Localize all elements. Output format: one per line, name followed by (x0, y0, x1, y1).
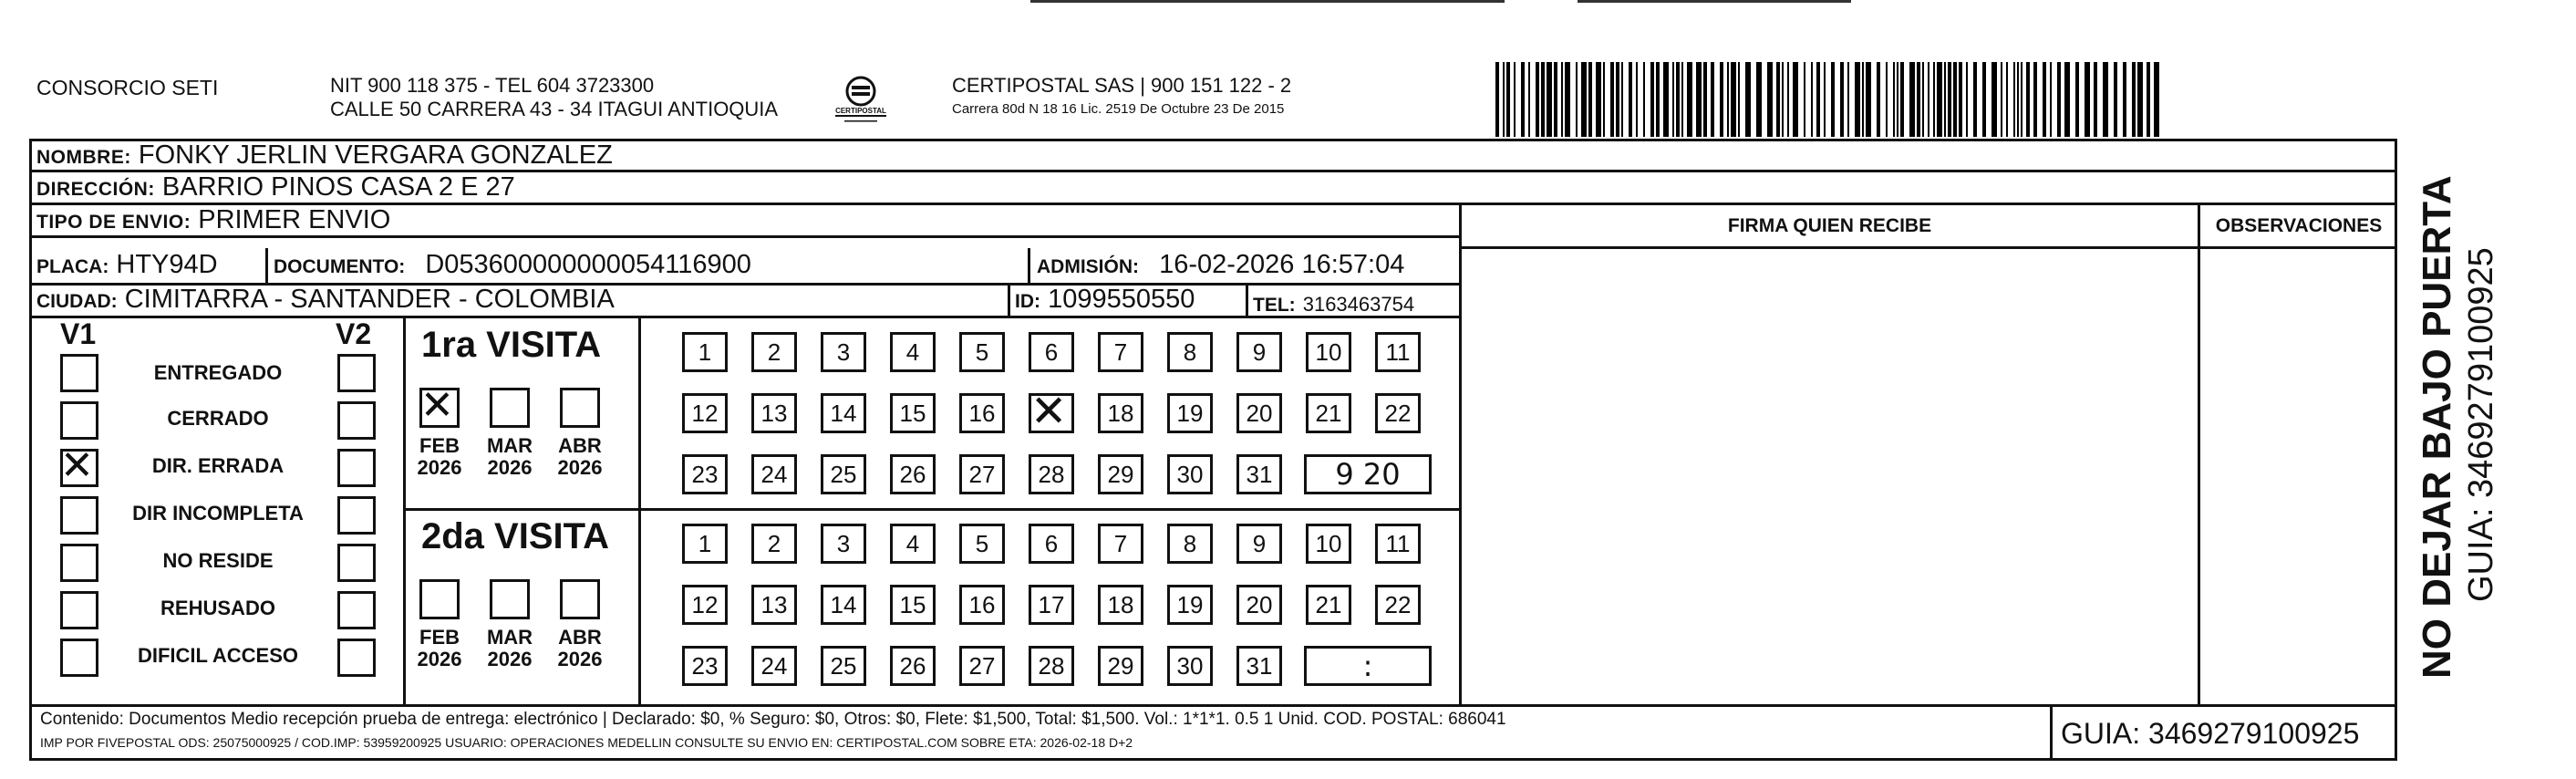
col-admision-sep (1028, 248, 1030, 283)
day-box[interactable]: 13 (751, 585, 797, 625)
day-box[interactable]: 28 (1029, 454, 1074, 494)
status-label: REHUSADO (160, 597, 275, 619)
v2-checkbox[interactable] (337, 496, 376, 535)
day-box[interactable]: 26 (890, 454, 936, 494)
v1-checkbox[interactable] (60, 354, 98, 392)
tipo-label: TIPO DE ENVIO: (36, 212, 191, 233)
barcode-bar (1696, 62, 1702, 137)
x-mark: ✕ (1030, 386, 1068, 437)
logo-text: CERTIPOSTAL (835, 107, 886, 115)
barcode-bar (1855, 62, 1860, 137)
day-box[interactable]: 15 (890, 393, 936, 433)
footer-imp: IMP POR FIVEPOSTAL ODS: 25075000925 / COD.IMP: 53959200925 USUARIO: OPERACIONES MEDELLIN CONSULTE SU ENVIO EN: CERTIPOSTAL.COM SOBRE ETA: 2026-02-18 D+2 (40, 735, 1133, 750)
day-box[interactable]: 13 (751, 393, 797, 433)
col-id-sep (1008, 283, 1010, 316)
day-box[interactable]: 25 (821, 454, 866, 494)
day-box[interactable]: 2 (751, 332, 797, 372)
day-box[interactable]: 23 (682, 646, 728, 686)
year-label: 2026 (417, 648, 462, 670)
barcode-bar (1782, 62, 1784, 137)
day-box[interactable]: 22 (1375, 585, 1421, 625)
barcode-bar (1847, 62, 1849, 137)
barcode-bar (1897, 62, 1898, 137)
id-field (1015, 285, 1195, 317)
barcode-bar (1816, 62, 1820, 137)
v2-checkbox[interactable] (337, 401, 376, 440)
barcode-bar (1596, 62, 1601, 137)
month-checkbox[interactable] (490, 388, 530, 428)
barcode-bar (1495, 62, 1499, 137)
barcode-bar (1944, 62, 1946, 137)
barcode-bar (1503, 62, 1505, 137)
day-box[interactable]: 16 (959, 393, 1005, 433)
top-rule-right (1578, 0, 1851, 3)
barcode-bar (1616, 62, 1619, 137)
v2-header: V2 (336, 317, 372, 350)
rule-3b (1461, 246, 2397, 249)
day-box[interactable]: 12 (682, 585, 728, 625)
day-box[interactable]: 28 (1029, 646, 1074, 686)
v1-checkbox[interactable] (60, 639, 98, 677)
v1-checkbox[interactable] (60, 496, 98, 535)
time-box[interactable]: 9 20 (1304, 454, 1432, 494)
day-box[interactable]: 14 (821, 393, 866, 433)
day-box[interactable]: 4 (890, 524, 936, 564)
month-label: ABR (558, 626, 602, 649)
month-label: FEB (419, 434, 460, 457)
barcode-bar (1909, 62, 1915, 137)
day-box[interactable]: 1 (682, 524, 728, 564)
footer-contenido: Contenido: Documentos Medio recepción prueba de entrega: electrónico | Declarado: $0, % Seguro: $0, Otros: $0, Flete: $1,500, Total: $1,500. Vol.: 1*1*1. 0.5 1 Unid. COD. POSTAL: 686041 (40, 710, 1506, 729)
barcode-bar (1776, 62, 1780, 137)
placa-label: PLACA: (36, 256, 109, 277)
firma-header: FIRMA QUIEN RECIBE (1727, 215, 1932, 236)
day-box[interactable]: 12 (682, 393, 728, 433)
month-label: MAR (486, 434, 533, 457)
barcode-bar (2075, 62, 2079, 137)
tipo-value: PRIMER ENVIO (198, 205, 391, 234)
day-box[interactable]: 21 (1306, 393, 1351, 433)
day-box[interactable]: 30 (1167, 454, 1213, 494)
barcode-bar (2013, 62, 2015, 137)
barcode-bar (1953, 62, 1957, 137)
barcode-bar (1727, 62, 1729, 137)
day-box[interactable]: 18 (1098, 393, 1143, 433)
barcode-bar (1933, 62, 1935, 137)
top-rule-left (1030, 0, 1505, 3)
month-checkbox[interactable] (560, 388, 600, 428)
col-visit-months-right (638, 316, 641, 704)
day-box[interactable]: 11 (1375, 524, 1421, 564)
barcode-bar (1738, 62, 1740, 137)
day-box[interactable]: 7 (1098, 524, 1143, 564)
barcode-bar (2114, 62, 2117, 137)
visit2-title: 2da VISITA (421, 516, 609, 556)
barcode-bar (1621, 62, 1623, 137)
barcode-bar (1581, 62, 1587, 137)
day-box[interactable]: 9 (1236, 332, 1282, 372)
barcode-bar (2021, 62, 2023, 137)
month-checkbox[interactable] (419, 579, 460, 619)
barcode-bar (1672, 62, 1674, 137)
barcode-bar (1636, 62, 1638, 137)
barcode-bar (1756, 62, 1762, 137)
barcode-bar (2006, 62, 2008, 137)
barcode-bar (1991, 62, 1997, 137)
day-box[interactable]: 3 (821, 524, 866, 564)
day-box[interactable]: 20 (1236, 393, 1282, 433)
day-box[interactable]: 24 (751, 454, 797, 494)
ciudad-field (36, 285, 615, 317)
col-guia-left (2050, 704, 2053, 761)
v2-checkbox[interactable] (337, 591, 376, 629)
barcode-bar (1840, 62, 1844, 137)
barcode-bar (1866, 62, 1871, 137)
day-box[interactable]: 5 (959, 332, 1005, 372)
carrier-line: CERTIPOSTAL SAS | 900 151 122 - 2 (952, 74, 1292, 97)
day-box[interactable]: 27 (959, 646, 1005, 686)
day-box[interactable]: 3 (821, 332, 866, 372)
month-label: FEB (419, 626, 460, 649)
rule-visits (403, 508, 1461, 511)
barcode-bar (1804, 62, 1805, 137)
barcode-bar (1541, 62, 1545, 137)
month-checkbox[interactable] (490, 579, 530, 619)
footer-guia: GUIA: 3469279100925 (2061, 717, 2360, 750)
direccion-label: DIRECCIÓN: (36, 179, 155, 200)
barcode-bar (1811, 62, 1813, 137)
barcode-bar (2085, 62, 2090, 137)
barcode-bar (2137, 62, 2143, 137)
barcode-bar (2043, 62, 2046, 137)
day-box[interactable]: 6 (1029, 332, 1074, 372)
barcode (1495, 62, 2166, 137)
barcode-bar (2132, 62, 2136, 137)
day-box[interactable]: 25 (821, 646, 866, 686)
address-line: CALLE 50 CARRERA 43 - 34 ITAGUI ANTIOQUIA (330, 98, 779, 120)
day-box[interactable]: 17 (1029, 585, 1074, 625)
status-label: DIFICIL ACCESO (137, 644, 298, 667)
barcode-bar (1767, 62, 1773, 137)
barcode-bar (1687, 62, 1692, 137)
id-value: 1099550550 (1048, 285, 1195, 314)
day-box[interactable]: 26 (890, 646, 936, 686)
col-placa-sep (265, 248, 268, 283)
certipostal-logo (832, 71, 890, 126)
month-label: ABR (558, 434, 602, 457)
day-box[interactable]: 22 (1375, 393, 1421, 433)
license-line: Carrera 80d N 18 16 Lic. 2519 De Octubre 23 De 2015 (952, 101, 1285, 117)
visit1-title: 1ra VISITA (421, 325, 602, 365)
barcode-bar (2147, 62, 2150, 137)
barcode-bar (1982, 62, 1986, 137)
barcode-bar (1711, 62, 1714, 137)
year-label: 2026 (557, 648, 603, 670)
day-box[interactable]: 11 (1375, 332, 1421, 372)
barcode-bar (1650, 62, 1654, 137)
id-label: ID: (1015, 291, 1040, 312)
barcode-bar (1643, 62, 1645, 137)
year-label: 2026 (487, 648, 533, 670)
time-box[interactable]: : (1304, 646, 1432, 686)
barcode-bar (1937, 62, 1942, 137)
barcode-bar (2017, 62, 2019, 137)
day-box[interactable]: 18 (1098, 585, 1143, 625)
v1-checkbox[interactable] (60, 591, 98, 629)
documento-label: DOCUMENTO: (274, 256, 406, 277)
barcode-bar (2094, 62, 2097, 137)
day-box[interactable]: 19 (1167, 585, 1213, 625)
v2-checkbox[interactable] (337, 639, 376, 677)
nit-line: NIT 900 118 375 - TEL 604 3723300 (330, 74, 655, 97)
barcode-bar (1514, 62, 1516, 137)
day-box[interactable]: 30 (1167, 646, 1213, 686)
day-box[interactable]: 24 (751, 646, 797, 686)
admision-value: 16-02-2026 16:57:04 (1159, 250, 1405, 279)
day-box[interactable]: 7 (1098, 332, 1143, 372)
barcode-bar (1922, 62, 1924, 137)
day-box[interactable]: 31 (1236, 646, 1282, 686)
placa-value: HTY94D (116, 250, 218, 279)
documento-value: D053600000000054116900 (425, 250, 751, 279)
day-box[interactable]: 14 (821, 585, 866, 625)
day-box[interactable]: 16 (959, 585, 1005, 625)
company-name: CONSORCIO SETI (36, 76, 219, 99)
barcode-bar (1681, 62, 1683, 137)
barcode-bar (1862, 62, 1864, 137)
barcode-bar (1703, 62, 1707, 137)
row-tipo (36, 205, 390, 237)
barcode-bar (1576, 62, 1578, 137)
status-label: DIR. ERRADA (151, 454, 284, 477)
day-box[interactable]: 27 (959, 454, 1005, 494)
tel-label: TEL: (1253, 295, 1296, 316)
barcode-bar (1886, 62, 1888, 137)
x-mark: ✕ (60, 442, 94, 489)
barcode-bar (1663, 62, 1669, 137)
day-box[interactable]: 8 (1167, 332, 1213, 372)
year-label: 2026 (417, 456, 462, 479)
day-box[interactable]: 20 (1236, 585, 1282, 625)
barcode-bar (1720, 62, 1723, 137)
barcode-bar (2064, 62, 2070, 137)
barcode-bar (1787, 62, 1789, 137)
barcode-bar (1521, 62, 1525, 137)
barcode-bar (1561, 62, 1563, 137)
v1-checkbox[interactable] (60, 401, 98, 440)
barcode-bar (1917, 62, 1920, 137)
status-label: CERRADO (167, 407, 269, 430)
day-box[interactable]: 6 (1029, 524, 1074, 564)
direccion-value: BARRIO PINOS CASA 2 E 27 (161, 172, 515, 202)
barcode-bar (1676, 62, 1680, 137)
day-box[interactable]: 21 (1306, 585, 1351, 625)
ciudad-label: CIUDAD: (36, 291, 118, 312)
v1-header: V1 (60, 317, 97, 350)
side-warning: NO DEJAR BAJO PUERTA (2415, 175, 2459, 679)
v2-checkbox[interactable] (337, 544, 376, 582)
row-direccion (36, 172, 515, 204)
day-box[interactable]: 29 (1098, 646, 1143, 686)
admision-field (1037, 250, 1404, 282)
barcode-bar (1893, 62, 1895, 137)
rule-footer (29, 704, 2397, 707)
barcode-bar (1831, 62, 1835, 137)
day-box[interactable]: 4 (890, 332, 936, 372)
nombre-value: FONKY JERLIN VERGARA GONZALEZ (138, 140, 613, 170)
barcode-bar (1959, 62, 1962, 137)
admision-label: ADMISIÓN: (1037, 256, 1139, 277)
barcode-bar (1928, 62, 1929, 137)
side-guia: GUIA: 3469279100925 (2462, 247, 2500, 602)
v1-checkbox[interactable] (60, 544, 98, 582)
barcode-bar (1536, 62, 1539, 137)
barcode-bar (1793, 62, 1798, 137)
year-label: 2026 (557, 456, 603, 479)
barcode-bar (1966, 62, 1968, 137)
barcode-bar (1603, 62, 1605, 137)
col-status-right (403, 316, 406, 704)
x-mark: ✕ (420, 382, 454, 429)
barcode-bar (1610, 62, 1614, 137)
v2-checkbox[interactable] (337, 354, 376, 392)
barcode-bar (1656, 62, 1660, 137)
col-obs-left (2198, 203, 2200, 704)
barcode-bar (1554, 62, 1557, 137)
day-box[interactable]: 19 (1167, 393, 1213, 433)
barcode-bar (1745, 62, 1751, 137)
status-label: DIR INCOMPLETA (132, 502, 304, 525)
barcode-bar (2103, 62, 2108, 137)
day-box[interactable]: 15 (890, 585, 936, 625)
barcode-bar (1731, 62, 1736, 137)
barcode-bar (2123, 62, 2126, 137)
barcode-bar (2154, 62, 2159, 137)
day-box[interactable]: 8 (1167, 524, 1213, 564)
barcode-bar (1877, 62, 1880, 137)
tel-field (1253, 288, 1414, 320)
placa-field (36, 250, 218, 282)
barcode-bar (1948, 62, 1951, 137)
day-box[interactable]: 5 (959, 524, 1005, 564)
month-label: MAR (486, 626, 533, 649)
row-nombre (36, 140, 613, 172)
day-box[interactable]: 10 (1306, 332, 1351, 372)
day-box[interactable]: 1 (682, 332, 728, 372)
nombre-label: NOMBRE: (36, 147, 131, 168)
status-label: ENTREGADO (153, 361, 283, 384)
observaciones-header: OBSERVACIONES (2215, 215, 2383, 236)
barcode-bar (1629, 62, 1632, 137)
day-box[interactable]: 29 (1098, 454, 1143, 494)
status-label: NO RESIDE (162, 549, 274, 572)
barcode-bar (1588, 62, 1592, 137)
tel-value: 3163463754 (1302, 293, 1415, 316)
day-box[interactable]: 9 (1236, 524, 1282, 564)
day-box[interactable]: 2 (751, 524, 797, 564)
barcode-bar (2057, 62, 2061, 137)
day-box[interactable]: 31 (1236, 454, 1282, 494)
barcode-bar (1528, 62, 1530, 137)
barcode-bar (2033, 62, 2037, 137)
documento-field (274, 250, 751, 282)
barcode-bar (1973, 62, 1977, 137)
barcode-bar (1547, 62, 1552, 137)
barcode-bar (2050, 62, 2052, 137)
month-checkbox[interactable] (560, 579, 600, 619)
year-label: 2026 (487, 456, 533, 479)
day-box[interactable]: 10 (1306, 524, 1351, 564)
barcode-bar (1565, 62, 1570, 137)
barcode-bar (2001, 62, 2002, 137)
day-box[interactable]: 23 (682, 454, 728, 494)
col-tel-sep (1246, 283, 1248, 316)
col-firma-left (1459, 203, 1462, 704)
ciudad-value: CIMITARRA - SANTANDER - COLOMBIA (124, 285, 615, 314)
v2-checkbox[interactable] (337, 449, 376, 487)
barcode-bar (1824, 62, 1826, 137)
barcode-bar (1506, 62, 1510, 137)
barcode-bar (1900, 62, 1904, 137)
barcode-bar (2026, 62, 2030, 137)
